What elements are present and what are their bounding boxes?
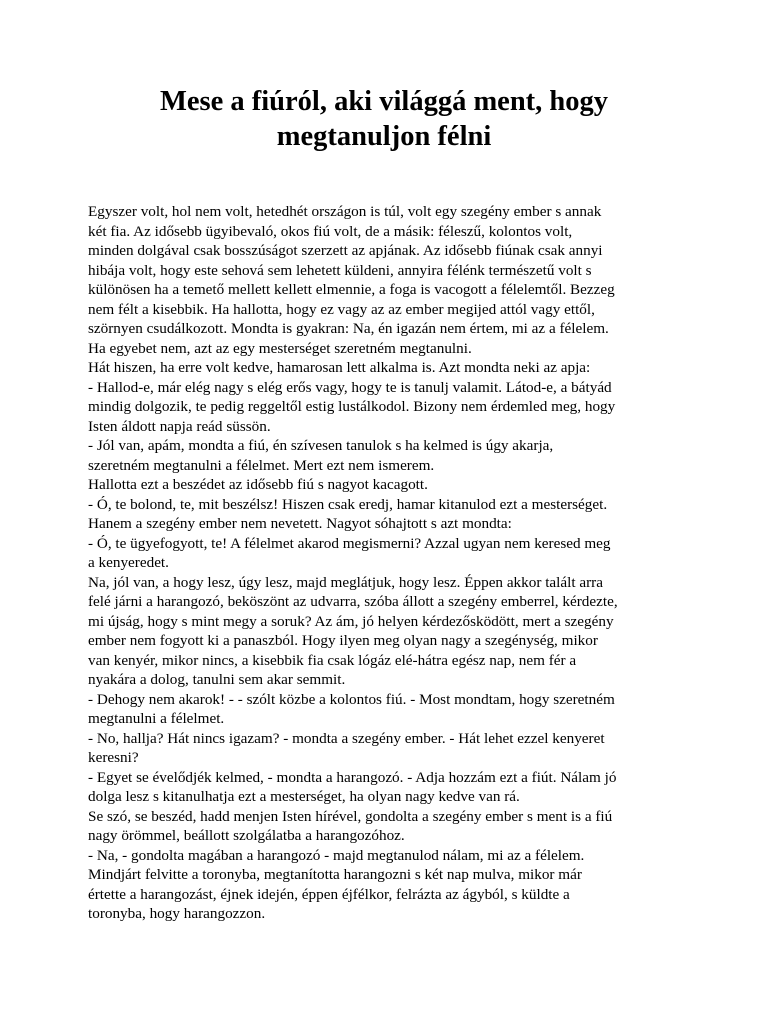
body-line: Hallotta ezt a beszédet az idősebb fiú s nagyot kacagott. xyxy=(88,476,428,493)
title-line: megtanuljon félni xyxy=(276,121,492,152)
body-line: - Na, - gondolta magában a harangozó - majd megtanulod nálam, mi az a félelem. xyxy=(88,846,585,864)
body-line: - Ó, te bolond, te, mit beszélsz! Hiszen csak eredj, hamar kitanulod ezt a mesterséget. xyxy=(88,495,608,513)
body-line: minden dolgával csak bosszúságot szerzett az apjának. Az idősebb fiúnak csak annyi xyxy=(88,242,603,259)
body-line: - Hallod-e, már elég nagy s elég erős vagy, hogy te is tanulj valamit. Látod-e, a bátyád xyxy=(88,378,612,396)
body-line: - No, hallja? Hát nincs igazam? - mondta a szegény ember. - Hát lehet ezzel kenyeret xyxy=(88,729,605,747)
body-line: szörnyen csudálkozott. Mondta is gyakran: Na, én igazán nem értem, mi az a félelem. xyxy=(88,320,609,337)
document-body xyxy=(88,202,688,924)
body-line: Ha egyebet nem, azt az egy mesterséget szeretném megtanulni. xyxy=(88,339,472,357)
body-line: értette a harangozást, éjnek idején, éppen éjfélkor, felrázta az ágyból, s küldte a xyxy=(88,885,570,903)
body-line: két fia. Az idősebb ügyibevaló, okos fiú volt, de a másik: féleszű, kolontos volt, xyxy=(88,222,573,240)
body-line: Egyszer volt, hol nem volt, hetedhét országon is túl, volt egy szegény ember s annak xyxy=(88,203,602,220)
body-line: Hát hiszen, ha erre volt kedve, hamarosan lett alkalma is. Azt mondta neki az apja: xyxy=(88,359,591,376)
body-line: Na, jól van, a hogy lesz, úgy lesz, majd meglátjuk, hogy lesz. Éppen akkor talált arra xyxy=(88,573,603,591)
body-line: - Ó, te ügyefogyott, te! A félelmet akarod megismerni? Azzal ugyan nem keresed meg xyxy=(88,534,611,552)
body-line: a kenyeredet. xyxy=(88,554,169,571)
body-line: van kenyér, mikor nincs, a kisebbik fia csak lógáz elé-hátra egész nap, nem fér a xyxy=(88,651,577,669)
body-line: keresni? xyxy=(88,749,139,766)
body-line: - Dehogy nem akarok! - - szólt közbe a kolontos fiú. - Most mondtam, hogy szeretném xyxy=(88,690,615,708)
body-line: mi újság, hogy s mint megy a soruk? Az ám, jó helyen kérdezősködött, mert a szegény xyxy=(88,612,614,630)
body-line: felé járni a harangozó, beköszönt az udvarra, szóba állott a szegény emberrel, kérdezte, xyxy=(88,593,618,610)
body-line: szeretném megtanulni a félelmet. Mert ezt nem ismerem. xyxy=(88,456,435,474)
body-line: nem félt a kisebbik. Ha hallotta, hogy ez vagy az az ember megijed attól vagy ettől, xyxy=(88,300,595,318)
body-line: - Egyet se évelődjék kelmed, - mondta a harangozó. - Adja hozzám ezt a fiút. Nálam jó xyxy=(88,768,617,786)
body-line: Hanem a szegény ember nem nevetett. Nagyot sóhajtott s azt mondta: xyxy=(88,515,512,532)
body-line: különösen ha a temető mellett kellett elmennie, a foga is vacogott a félelemtől. Bezzeg xyxy=(88,281,615,298)
body-line: ember nem fogyott ki a panaszból. Hogy ilyen meg olyan nagy a szegénység, mikor xyxy=(88,632,598,649)
body-line: dolga lesz s kitanulhatja ezt a mesterséget, ha olyan nagy kedve van rá. xyxy=(88,788,520,805)
document-title xyxy=(0,84,768,154)
body-line: Isten áldott napja reád süssön. xyxy=(88,417,271,435)
body-line: nagy örömmel, beállott szolgálatba a harangozóhoz. xyxy=(88,827,405,844)
body-line: Mindjárt felvitte a toronyba, megtanította harangozni s két nap mulva, mikor már xyxy=(88,866,582,883)
body-line: - Jól van, apám, mondta a fiú, én szívesen tanulok s ha kelmed is úgy akarja, xyxy=(88,437,554,454)
body-line: Se szó, se beszéd, hadd menjen Isten hírével, gondolta a szegény ember s ment is a fiú xyxy=(88,807,613,825)
body-line: mindig dolgozik, te pedig reggeltől estig lustálkodol. Bizony nem érdemled meg, hogy xyxy=(88,398,616,415)
title-line: Mese a fiúról, aki világgá ment, hogy xyxy=(159,86,609,117)
body-line: hibája volt, hogy este sehová sem lehetett küldeni, annyira félénk természetű volt s xyxy=(88,261,592,279)
body-line: toronyba, hogy harangozzon. xyxy=(88,905,266,922)
body-line: nyakára a dolog, tanulni sem akar semmit. xyxy=(88,671,346,688)
body-line: megtanulni a félelmet. xyxy=(88,710,225,727)
